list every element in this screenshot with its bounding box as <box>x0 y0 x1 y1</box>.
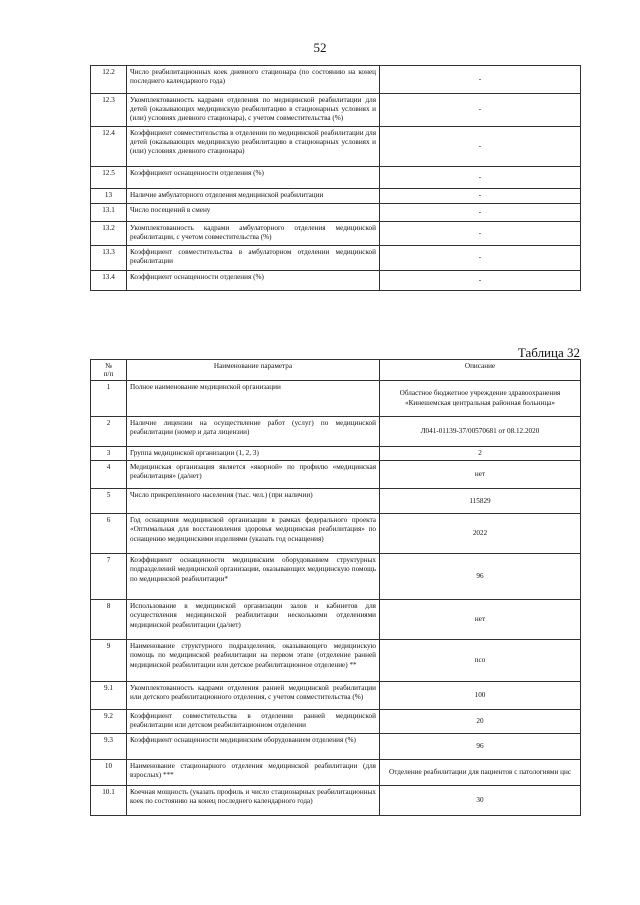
parameter-name: Использование в медицинской организации залов и кабинетов для осуществления медицинской реабилитации несколькими отделениями медицинской реабилитации (да/нет) <box>127 600 380 640</box>
row-number: 3 <box>91 447 127 461</box>
row-number: 13.3 <box>91 245 127 270</box>
parameter-name: Группа медицинской организации (1, 2, 3) <box>127 447 380 461</box>
row-number: 12.5 <box>91 166 127 188</box>
parameter-value: 115829 <box>380 489 581 514</box>
parameter-name: Коэффициент оснащенности отделения (%) <box>127 270 380 290</box>
row-number: 13 <box>91 188 127 203</box>
header-name: Наименование параметра <box>127 360 380 381</box>
parameter-value: - <box>380 166 581 188</box>
parameter-value: - <box>380 245 581 270</box>
page-number: 52 <box>313 40 327 55</box>
table-row <box>91 514 581 554</box>
row-number: 1 <box>91 381 127 417</box>
parameter-name: Коэффициент совместительства в отделении по медицинской реабилитации для детей (оказывающих медицинскую реабилитацию в стационарных условиях и (или) условиях дневного стационара) <box>127 126 380 166</box>
parameter-value: 96 <box>380 554 581 600</box>
row-number: 9.2 <box>91 710 127 733</box>
parameter-name: Коэффициент оснащенности медицинским оборудованием структурных подразделений медицинской организации, оказывающих медицинскую помощь по медицинской реабилитации* <box>127 554 380 600</box>
table-row <box>91 759 581 785</box>
parameter-name: Полное наименование медицинской организации <box>127 381 380 417</box>
row-number: 9 <box>91 640 127 682</box>
row-number: 7 <box>91 554 127 600</box>
table-row <box>91 600 581 640</box>
row-number: 13.2 <box>91 221 127 245</box>
parameter-value: 20 <box>380 710 581 733</box>
table-row <box>91 461 581 489</box>
row-number: 13.1 <box>91 203 127 221</box>
row-number: 9.1 <box>91 682 127 710</box>
row-number: 2 <box>91 417 127 447</box>
parameter-name: Год оснащения медицинской организации в рамках федерального проекта «Оптимальная для восстановления здоровья медицинская реабилитация» по оснащению медицинскими изделиями (указать год оснащения) <box>127 514 380 554</box>
row-number: 5 <box>91 489 127 514</box>
parameter-value: нет <box>380 461 581 489</box>
parameter-value: - <box>380 188 581 203</box>
table-row <box>91 221 581 245</box>
row-number: 8 <box>91 600 127 640</box>
header-num: № п/п <box>91 360 127 381</box>
parameter-name: Число реабилитационных коек дневного стационара (по состоянию на конец последнего календарного года) <box>127 66 380 94</box>
table-row <box>91 682 581 710</box>
table-row <box>91 245 581 270</box>
table-row <box>91 188 581 203</box>
parameter-name: Коэффициент совместительства в амбулаторном отделении медицинской реабилитации <box>127 245 380 270</box>
parameter-value: 30 <box>380 785 581 815</box>
table-header-row <box>91 360 581 381</box>
parameter-value: Отделение реабилитации для пациентов с патологиями цнс <box>380 759 581 785</box>
row-number: 10.1 <box>91 785 127 815</box>
parameter-value: - <box>380 66 581 94</box>
parameter-value: Л041-01139-37/00570681 от 08.12.2020 <box>380 417 581 447</box>
table-row <box>91 710 581 733</box>
parameter-value: - <box>380 126 581 166</box>
table-row <box>91 270 581 290</box>
row-number: 9.3 <box>91 733 127 759</box>
parameter-name: Наименование структурного подразделения, оказывающего медицинскую помощь по медицинской реабилитации на первом этапе (отделение ранней медицинской реабилитации или детское реабилитационное отделение) ** <box>127 640 380 682</box>
parameter-value: 2 <box>380 447 581 461</box>
parameter-value: - <box>380 221 581 245</box>
table-row <box>91 94 581 127</box>
parameter-value: - <box>380 203 581 221</box>
parameter-value: Областное бюджетное учреждение здравоохранения «Кинешемская центральная районная больница» <box>380 381 581 417</box>
continued-table <box>90 65 581 291</box>
row-number: 10 <box>91 759 127 785</box>
row-number: 13.4 <box>91 270 127 290</box>
parameter-name: Число посещений в смену <box>127 203 380 221</box>
table-caption: Таблица 32 <box>517 345 580 360</box>
table-row <box>91 381 581 417</box>
table-row <box>91 447 581 461</box>
parameter-value: 96 <box>380 733 581 759</box>
table-row <box>91 126 581 166</box>
header-value: Описание <box>380 360 581 381</box>
table-row <box>91 733 581 759</box>
table-row <box>91 166 581 188</box>
parameter-name: Укомплектованность кадрами отделения по медицинской реабилитации для детей (оказывающих медицинскую реабилитацию в стационарных условиях и (или) условиях дневного стационара), с учетом совместительства (%) <box>127 94 380 127</box>
parameter-value: - <box>380 270 581 290</box>
parameter-name: Наименование стационарного отделения медицинской реабилитации (для взрослых) *** <box>127 759 380 785</box>
parameter-value: нет <box>380 600 581 640</box>
parameter-value: 100 <box>380 682 581 710</box>
row-number: 12.2 <box>91 66 127 94</box>
parameter-name: Коэффициент совместительства в отделении ранней медицинской реабилитации или детском реабилитационном отделении <box>127 710 380 733</box>
parameter-name: Коэффициент оснащенности отделения (%) <box>127 166 380 188</box>
table-row <box>91 66 581 94</box>
row-number: 6 <box>91 514 127 554</box>
parameter-name: Наличие лицензии на осуществление работ (услуг) по медицинской реабилитации (номер и дата лицензии) <box>127 417 380 447</box>
row-number: 12.3 <box>91 94 127 127</box>
table-32 <box>90 359 581 816</box>
parameter-name: Коэффициент оснащенности медицинским оборудованием отделения (%) <box>127 733 380 759</box>
parameter-name: Коечная мощность (указать профиль и число стационарных реабилитационных коек по состоянию на конец последнего календарного года) <box>127 785 380 815</box>
table-row <box>91 489 581 514</box>
parameter-name: Медицинская организация является «якорной» по профилю «медицинская реабилитация» (да/нет) <box>127 461 380 489</box>
parameter-name: Укомплектованность кадрами амбулаторного отделения медицинской реабилитации, с учетом совместительства (%) <box>127 221 380 245</box>
row-number: 4 <box>91 461 127 489</box>
row-number: 12.4 <box>91 126 127 166</box>
parameter-value: псо <box>380 640 581 682</box>
parameter-value: - <box>380 94 581 127</box>
table-row <box>91 785 581 815</box>
table-row <box>91 554 581 600</box>
table-row <box>91 203 581 221</box>
parameter-value: 2022 <box>380 514 581 554</box>
parameter-name: Число прикрепленного населения (тыс. чел.) (при наличии) <box>127 489 380 514</box>
table-row <box>91 417 581 447</box>
parameter-name: Наличие амбулаторного отделения медицинской реабилитации <box>127 188 380 203</box>
parameter-name: Укомплектованность кадрами отделения ранней медицинской реабилитации или детского реабилитационного отделения, с учетом совместительства (%) <box>127 682 380 710</box>
table-row <box>91 640 581 682</box>
